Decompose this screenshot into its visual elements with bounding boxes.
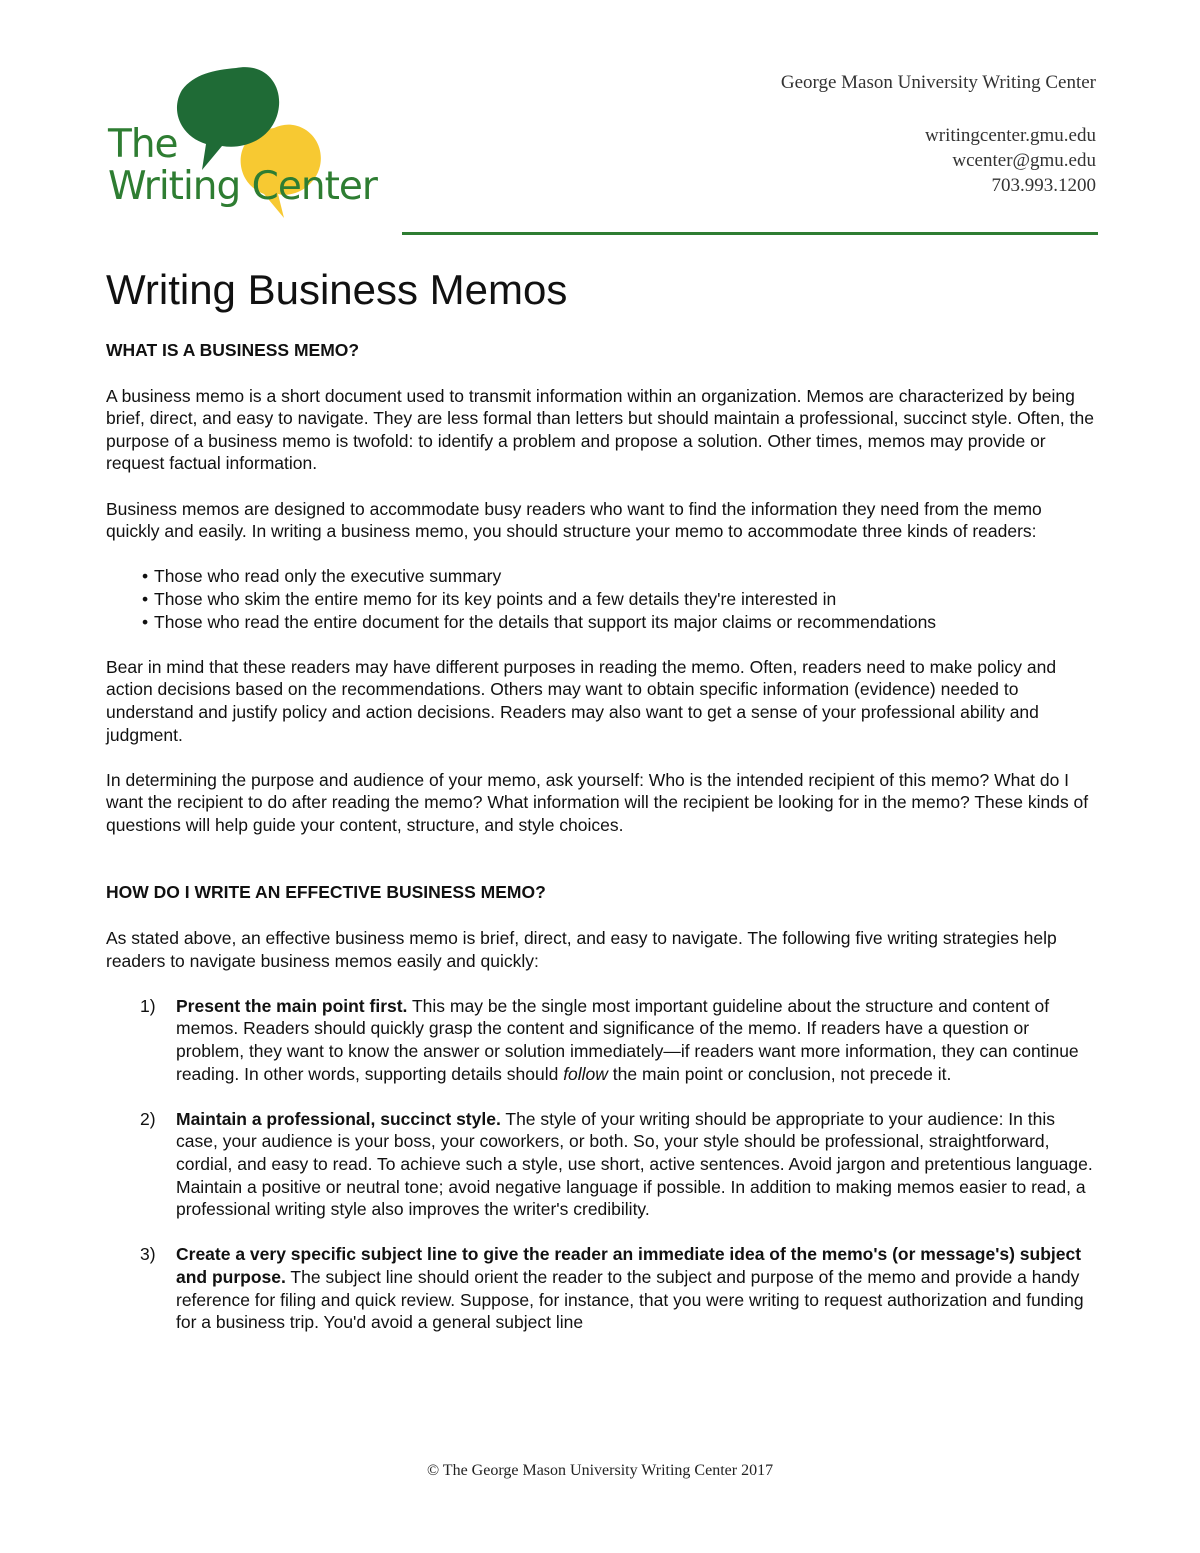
logo-wordmark (108, 124, 377, 208)
paragraph-purposes: Bear in mind that these readers may have different purposes in reading the memo. Often, readers need to make policy and action decisions based on the recommendations. Others may want to obtain specific information (evidence) needed to understand and justify policy and action decisions. Readers may also want to get a sense of your professional ability and judgment. (106, 656, 1057, 745)
paragraph-strategies-intro: As stated above, an effective business memo is brief, direct, and easy to navigate. The following five writing strategies help readers to navigate business memos easily and quickly: (106, 928, 1057, 971)
item-lead: Present the main point first. (176, 995, 408, 1016)
copyright-footer: © The George Mason University Writing Center 2017 (426, 1462, 774, 1479)
item-number: 2) (140, 1108, 156, 1129)
item-number: 3) (140, 1244, 156, 1265)
bullet-icon: • (142, 611, 149, 632)
header-divider (402, 232, 1098, 235)
page-title: Writing Business Memos (106, 266, 568, 313)
paragraph-busy-readers: Business memos are designed to accommodate busy readers who want to find the information they need from the memo quickly and easily. In writing a business memo, you should structure your memo to accommodate three kinds of readers: (106, 498, 1042, 542)
logo-line-writing-center: Writing Center (108, 164, 377, 209)
list-item: 1) Present the main point first. This may be the single most important guideline about the structure and content of memos. Readers should quickly grasp the content and significance of the memo. If readers have a question or problem, they want to know the answer or solution immediately—if readers want more information, they can continue reading. In other words, supporting details should follow the main point or conclusion, not precede it. (140, 995, 1079, 1084)
reader-types-list (106, 565, 1096, 633)
organization-name: George Mason University Writing Center (780, 72, 1096, 93)
writing-center-logo (104, 66, 394, 226)
section-heading-what-is: WHAT IS A BUSINESS MEMO? (106, 340, 360, 360)
contact-block (781, 70, 1096, 198)
logo-line-the: The (108, 122, 178, 167)
paragraph-definition: A business memo is a short document used to transmit information within an organization. Memos are characterized by being brief, direct, and easy to navigate. They are less formal than letters but should maintain a professional, succinct style. Often, the purpose of a business memo is twofold: to identify a problem and propose a solution. Other times, memos may provide or request factual information. (106, 385, 1094, 474)
list-item: 2) Maintain a professional, succinct style. The style of your writing should be appropriate to your audience: In this case, your audience is your boss, your coworkers, or both. So, your style should be professional, straightforward, cordial, and easy to read. To achieve such a style, use short, active sentences. Avoid jargon and pretentious language. Maintain a positive or neutral tone; avoid negative language if possible. In addition to making memos easier to read, a professional writing style also improves the writer's credibility. (140, 1108, 1093, 1220)
document-body (106, 338, 1096, 1356)
item-number: 1) (140, 995, 156, 1016)
bullet-icon: • (142, 588, 149, 609)
list-item: • Those who read the entire document for the details that support its major claims or recommendations (142, 611, 937, 632)
strategies-list (106, 995, 1096, 1334)
item-lead: Create a very specific subject line to give the reader an immediate idea of the memo's (or message's) subject and purpose. (176, 1244, 1082, 1287)
list-item: 3) Create a very specific subject line to give the reader an immediate idea of the memo's (or message's) subject and purpose. The subject line should orient the reader to the subject and purpose of the memo and provide a handy reference for filing and quick review. Suppose, for instance, that you were writing to request authorization and funding for a business trip. You'd avoid a general subject line (140, 1244, 1084, 1333)
bullet-icon: • (142, 566, 149, 587)
paragraph-audience: In determining the purpose and audience of your memo, ask yourself: Who is the intended recipient of this memo? What do I want the recipient to do after reading the memo? What information will the recipient be looking for in the memo? These kinds of questions will help guide your content, structure, and style choices. (106, 769, 1089, 835)
list-item: • Those who skim the entire memo for its key points and a few details they're interested in (142, 588, 837, 609)
section-heading-how-to: HOW DO I WRITE AN EFFECTIVE BUSINESS MEMO? (106, 882, 546, 903)
phone-number: 703.993.1200 (991, 175, 1096, 196)
list-item: • Those who read only the executive summary (142, 566, 502, 587)
emphasis-text: follow (563, 1063, 608, 1084)
email-link[interactable]: wcenter@gmu.edu (952, 150, 1096, 171)
item-lead: Maintain a professional, succinct style. (176, 1108, 501, 1129)
website-link[interactable]: writingcenter.gmu.edu (925, 125, 1096, 146)
